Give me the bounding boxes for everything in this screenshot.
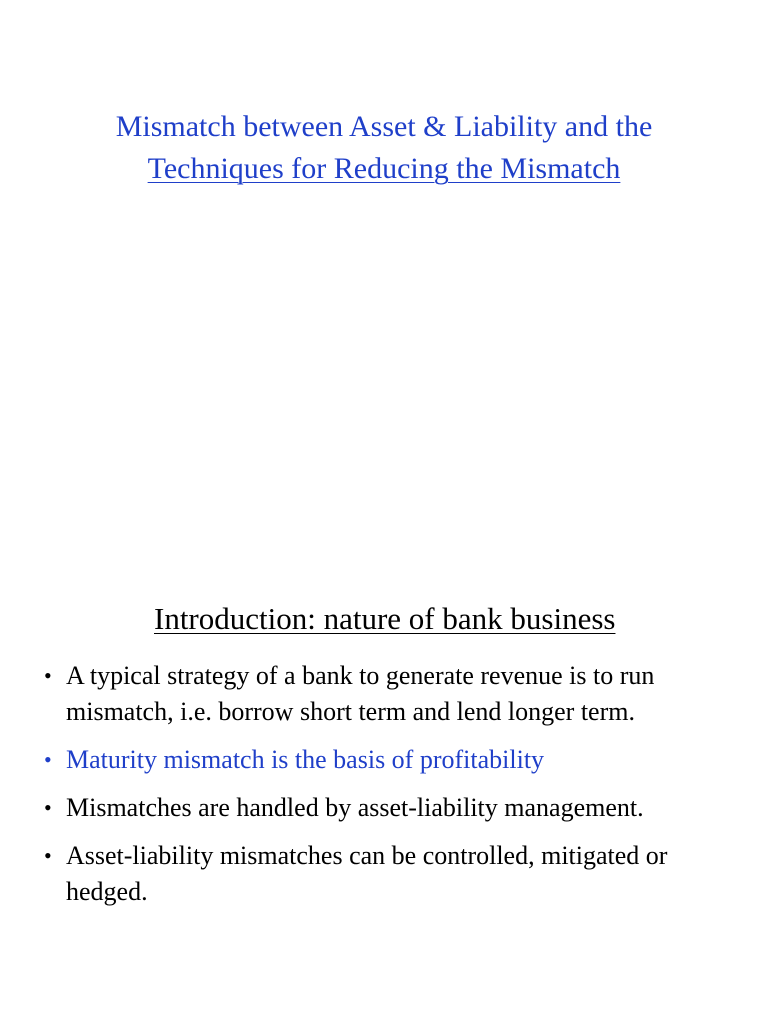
bullet-dot-icon: • — [44, 795, 52, 820]
bullet-dot-icon: • — [44, 747, 52, 772]
bullet-list — [0, 658, 768, 922]
bullet-dot-icon: • — [44, 663, 52, 688]
bullet-text: Asset-liability mismatches can be controlled, mitigated or hedged. — [66, 841, 668, 906]
bullet-item — [0, 742, 768, 778]
title-line-2[interactable]: Techniques for Reducing the Mismatch — [147, 152, 621, 185]
bullet-item — [0, 658, 768, 730]
slide-title — [0, 106, 768, 190]
bullet-text: Maturity mismatch is the basis of profitability — [66, 745, 545, 774]
bullet-item — [0, 790, 768, 826]
title-line-1: Mismatch between Asset & Liability and the — [115, 110, 653, 143]
bullet-text: A typical strategy of a bank to generate revenue is to run mismatch, i.e. borrow short term and lend longer term. — [66, 661, 655, 726]
bullet-dot-icon: • — [44, 843, 52, 868]
section-heading: Introduction: nature of bank business — [154, 601, 616, 636]
bullet-item — [0, 838, 768, 910]
bullet-text: Mismatches are handled by asset-liability management. — [66, 793, 644, 822]
